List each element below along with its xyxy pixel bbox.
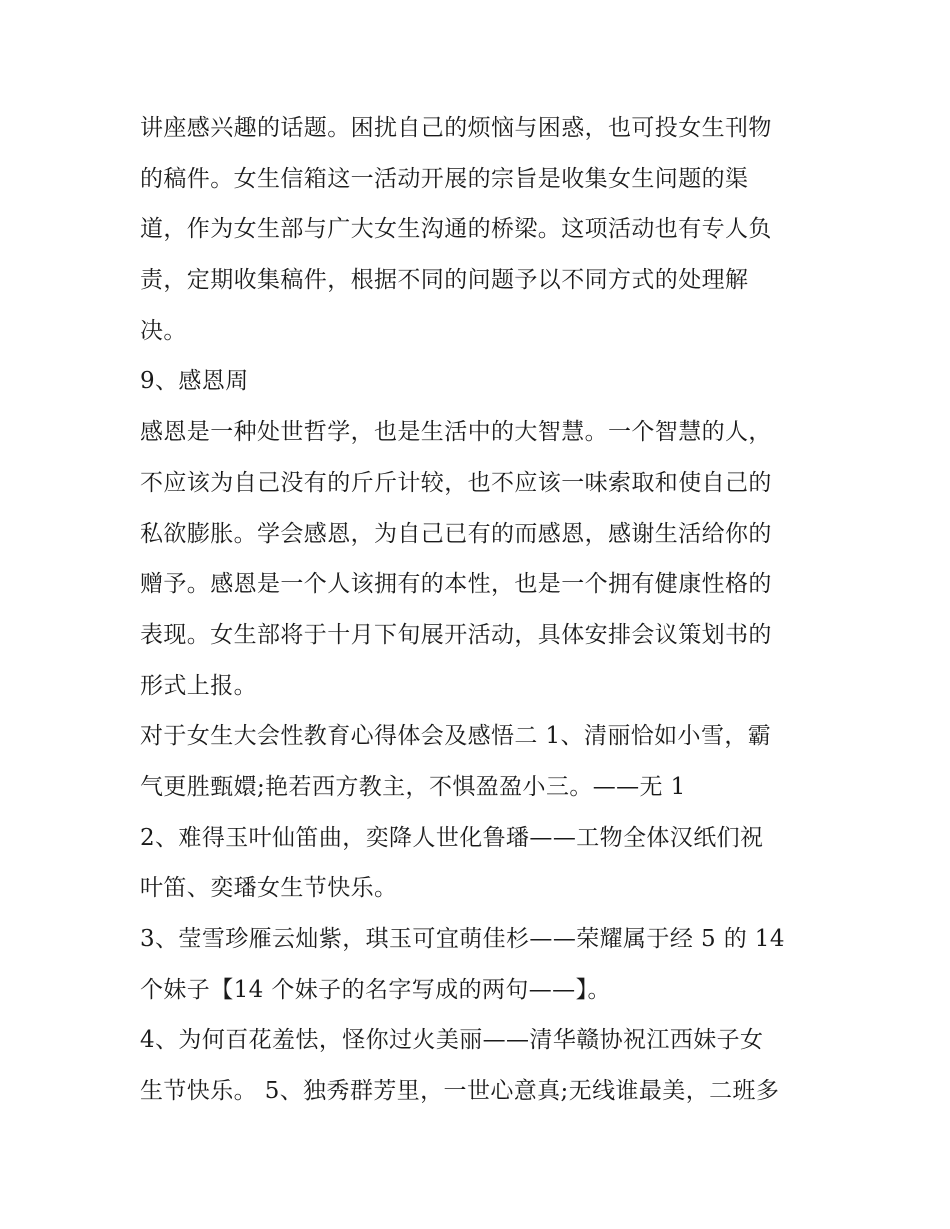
text-line: 4、为何百花羞怯，怪你过火美丽——清华赣协祝江西妹子女	[140, 1027, 764, 1054]
text-line: 责，定期收集稿件，根据不同的问题予以不同方式的处理解	[140, 267, 749, 294]
text-line: 对于女生大会性教育心得体会及感悟二 1、清丽恰如小雪，霸	[140, 723, 772, 750]
text-line: 道，作为女生部与广大女生沟通的桥梁。这项活动也有专人负	[140, 216, 772, 243]
document-body	[140, 103, 812, 1117]
text-line: 生节快乐。 5、独秀群芳里，一世心意真;无线谁最美，二班多	[140, 1078, 780, 1105]
text-line: 个妹子【14 个妹子的名字写成的两句——】。	[140, 976, 611, 1003]
text-line: 赠予。感恩是一个人该拥有的本性，也是一个拥有健康性格的	[140, 571, 772, 598]
text-line: 3、莹雪珍雁云灿紫，琪玉可宜萌佳杉——荣耀属于经 5 的 14	[140, 926, 785, 952]
text-line: 感恩是一种处世哲学，也是生活中的大智慧。一个智慧的人，	[140, 419, 772, 446]
text-line: 形式上报。	[140, 672, 257, 699]
text-line: 决。	[140, 317, 187, 344]
text-line: 叶笛、奕璠女生节快乐。	[140, 875, 398, 902]
text-line: 私欲膨胀。学会感恩，为自己已有的而感恩，感谢生活给你的	[140, 520, 772, 547]
text-line: 2、难得玉叶仙笛曲，奕降人世化鲁璠——工物全体汉纸们祝	[140, 824, 764, 851]
section-heading: 9、感恩周	[140, 368, 249, 395]
text-line: 不应该为自己没有的斤斤计较，也不应该一味索取和使自己的	[140, 469, 772, 496]
text-line: 气更胜甄嬛;艳若西方教主，不惧盈盈小三。——无 1	[140, 773, 686, 800]
text-line: 的稿件。女生信箱这一活动开展的宗旨是收集女生问题的渠	[140, 165, 749, 192]
text-line: 讲座感兴趣的话题。困扰自己的烦恼与困惑，也可投女生刊物	[140, 115, 772, 141]
text-line: 表现。女生部将于十月下旬展开活动，具体安排会议策划书的	[140, 621, 772, 648]
